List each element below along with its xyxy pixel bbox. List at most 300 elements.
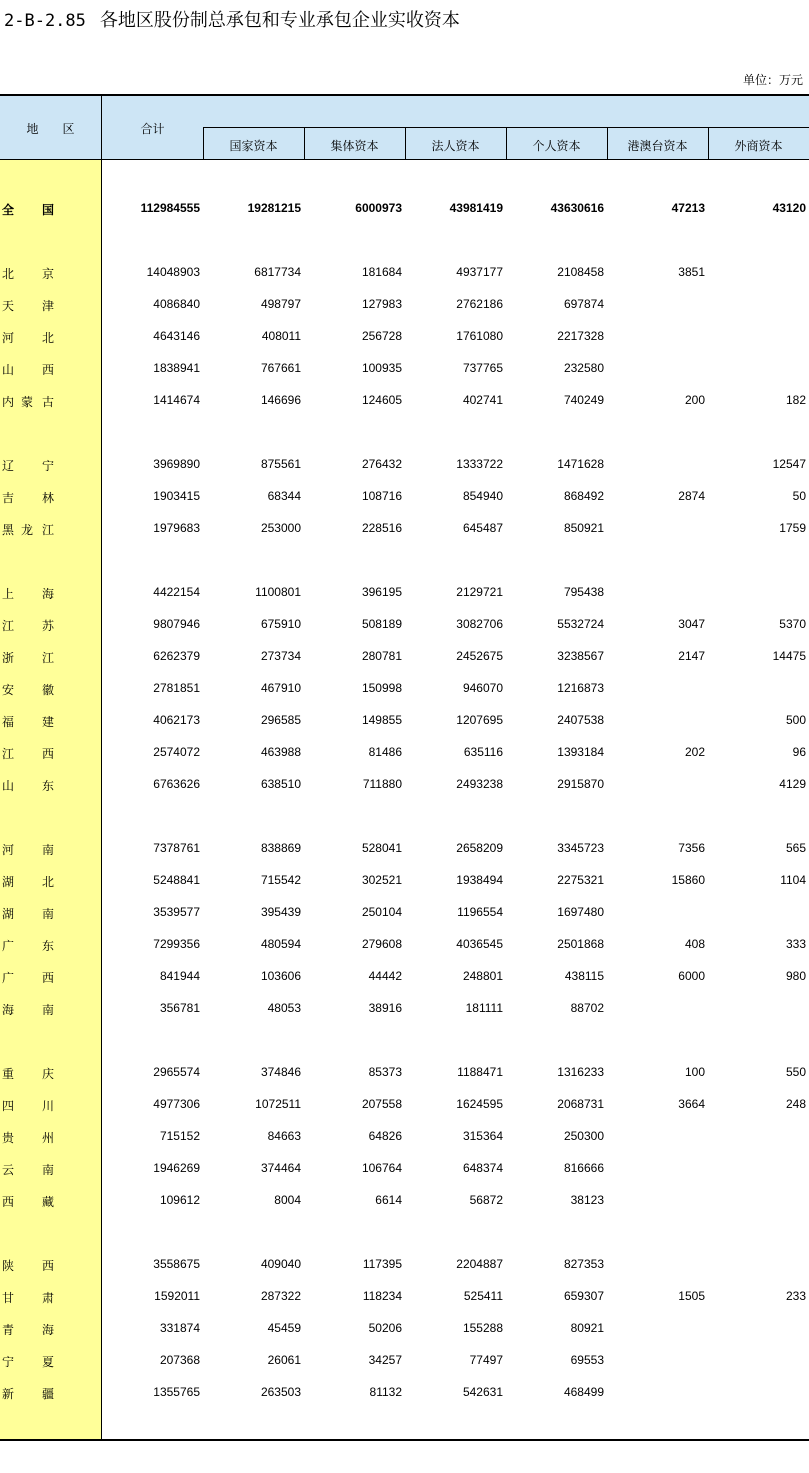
- value-cell: 207558: [361, 1097, 402, 1111]
- value-cell: 256728: [361, 329, 402, 343]
- value-cell: 5248841: [153, 873, 200, 887]
- table-row: [0, 265, 809, 285]
- table-row: [0, 1385, 809, 1405]
- region-char: 吉: [2, 491, 15, 505]
- value-cell: 550: [785, 1065, 806, 1079]
- table-row: [0, 649, 809, 669]
- value-cell: 1979683: [153, 521, 200, 535]
- value-cell: 81486: [368, 745, 402, 759]
- value-cell: 106764: [361, 1161, 402, 1175]
- region-char: 新: [2, 1387, 15, 1401]
- value-cell: 827353: [563, 1257, 604, 1271]
- region-char: 宁: [42, 459, 55, 473]
- value-cell: 4036545: [456, 937, 503, 951]
- value-cell: 77497: [469, 1353, 503, 1367]
- table-row: [0, 1321, 809, 1341]
- value-cell: 248: [785, 1097, 806, 1111]
- value-cell: 118234: [362, 1289, 402, 1303]
- value-cell: 500: [785, 713, 806, 727]
- value-cell: 56872: [469, 1193, 503, 1207]
- region-char: 疆: [42, 1387, 55, 1401]
- top-rule: [0, 94, 809, 96]
- value-cell: 84663: [267, 1129, 301, 1143]
- value-cell: 4129: [779, 777, 806, 791]
- region-char: 江: [2, 619, 15, 633]
- value-cell: 740249: [563, 393, 604, 407]
- value-cell: 302521: [361, 873, 402, 887]
- value-cell: 279608: [361, 937, 402, 951]
- value-cell: 117395: [362, 1257, 402, 1271]
- value-cell: 181684: [361, 265, 402, 279]
- bottom-rule: [0, 1439, 809, 1441]
- value-cell: 1207695: [456, 713, 503, 727]
- value-cell: 43120: [772, 201, 806, 215]
- value-cell: 468499: [563, 1385, 604, 1399]
- value-cell: 635116: [463, 745, 503, 759]
- value-cell: 181111: [465, 1001, 503, 1015]
- value-cell: 4086840: [153, 297, 200, 311]
- region-char: 东: [42, 939, 55, 953]
- value-cell: 565: [785, 841, 806, 855]
- table-row: [0, 841, 809, 861]
- region-char: 国: [42, 203, 55, 217]
- value-cell: 100935: [361, 361, 402, 375]
- value-cell: 467910: [260, 681, 301, 695]
- value-cell: 7356: [678, 841, 705, 855]
- value-cell: 8004: [274, 1193, 301, 1207]
- region-char: 贵: [2, 1131, 15, 1145]
- value-cell: 48053: [267, 1001, 301, 1015]
- value-cell: 2068731: [557, 1097, 604, 1111]
- value-cell: 108716: [361, 489, 402, 503]
- region-char: 京: [42, 267, 55, 281]
- region-char: 山: [2, 363, 15, 377]
- value-cell: 3082706: [456, 617, 503, 631]
- value-cell: 1333722: [456, 457, 503, 471]
- value-cell: 1624595: [456, 1097, 503, 1111]
- region-char: 浙: [2, 651, 15, 665]
- region-char: 全: [2, 203, 15, 217]
- value-cell: 38123: [570, 1193, 604, 1207]
- table-row: [0, 681, 809, 701]
- value-cell: 1188471: [457, 1065, 503, 1079]
- region-char: 西: [42, 971, 55, 985]
- value-cell: 6763626: [153, 777, 200, 791]
- region-char: 江: [2, 747, 15, 761]
- value-cell: 6817734: [254, 265, 301, 279]
- value-cell: 38916: [368, 1001, 402, 1015]
- value-cell: 2493238: [456, 777, 503, 791]
- total-row: [0, 201, 809, 221]
- table-row: [0, 1065, 809, 1085]
- value-cell: 14048903: [146, 265, 200, 279]
- region-char: 建: [42, 715, 55, 729]
- value-cell: 2147: [678, 649, 705, 663]
- value-cell: 2108458: [557, 265, 604, 279]
- table-row: [0, 873, 809, 893]
- region-char: 河: [2, 843, 15, 857]
- value-cell: 659307: [563, 1289, 604, 1303]
- value-cell: 47213: [671, 201, 705, 215]
- value-cell: 1838941: [153, 361, 200, 375]
- value-cell: 5370: [779, 617, 806, 631]
- region-char: 内: [2, 395, 15, 409]
- region-char: 州: [42, 1131, 55, 1145]
- value-cell: 296585: [260, 713, 301, 727]
- value-cell: 850921: [563, 521, 604, 535]
- value-cell: 250300: [563, 1129, 604, 1143]
- value-cell: 1196554: [457, 905, 503, 919]
- region-char: 南: [42, 907, 55, 921]
- page-title: [4, 6, 460, 32]
- value-cell: 233: [785, 1289, 806, 1303]
- value-cell: 112984555: [140, 201, 200, 215]
- value-cell: 498797: [260, 297, 301, 311]
- value-cell: 182: [785, 393, 806, 407]
- table-row: [0, 1129, 809, 1149]
- value-cell: 250104: [361, 905, 402, 919]
- value-cell: 715542: [260, 873, 301, 887]
- value-cell: 248801: [462, 969, 503, 983]
- value-cell: 232580: [563, 361, 604, 375]
- value-cell: 675910: [260, 617, 301, 631]
- region-char: 陕: [2, 1259, 15, 1273]
- value-cell: 127983: [361, 297, 402, 311]
- value-cell: 463988: [260, 745, 301, 759]
- region-char: 蒙: [21, 395, 34, 409]
- table-row: [0, 969, 809, 989]
- region-char: 西: [42, 747, 55, 761]
- value-cell: 50: [792, 489, 806, 503]
- region-char: 南: [42, 1003, 55, 1017]
- table-row: [0, 713, 809, 733]
- value-cell: 841944: [159, 969, 200, 983]
- value-cell: 50206: [368, 1321, 402, 1335]
- region-char: 江: [42, 523, 55, 537]
- value-cell: 1946269: [153, 1161, 200, 1175]
- value-cell: 4643146: [153, 329, 200, 343]
- value-cell: 4422154: [153, 585, 200, 599]
- region-char: 湖: [2, 907, 15, 921]
- value-cell: 638510: [260, 777, 301, 791]
- value-cell: 838869: [260, 841, 301, 855]
- value-cell: 1393184: [557, 745, 604, 759]
- value-cell: 6614: [375, 1193, 402, 1207]
- value-cell: 648374: [462, 1161, 503, 1175]
- value-cell: 81132: [369, 1385, 402, 1399]
- value-cell: 737765: [462, 361, 503, 375]
- table-row: [0, 1001, 809, 1021]
- value-cell: 85373: [368, 1065, 402, 1079]
- value-cell: 480594: [260, 937, 301, 951]
- value-cell: 1697480: [557, 905, 604, 919]
- region-char: 宁: [2, 1355, 15, 1369]
- value-cell: 64826: [368, 1129, 402, 1143]
- region-char: 徽: [42, 683, 55, 697]
- header-collective-capital: 集体资本: [330, 139, 379, 153]
- value-cell: 43630616: [550, 201, 604, 215]
- value-cell: 1316233: [557, 1065, 604, 1079]
- value-cell: 124605: [361, 393, 402, 407]
- region-char: 四: [2, 1099, 15, 1113]
- value-cell: 7299356: [153, 937, 200, 951]
- region-char: 海: [2, 1003, 15, 1017]
- value-cell: 1100801: [255, 585, 301, 599]
- region-char: 广: [2, 971, 15, 985]
- value-cell: 438115: [564, 969, 604, 983]
- region-char: 山: [2, 779, 15, 793]
- value-cell: 3969890: [153, 457, 200, 471]
- value-cell: 4977306: [153, 1097, 200, 1111]
- table-row: [0, 361, 809, 381]
- value-cell: 228516: [361, 521, 402, 535]
- region-char: 北: [42, 875, 55, 889]
- value-cell: 263503: [260, 1385, 301, 1399]
- value-cell: 7378761: [153, 841, 200, 855]
- value-cell: 315364: [462, 1129, 503, 1143]
- table-row: [0, 1257, 809, 1277]
- region-char: 龙: [21, 523, 34, 537]
- value-cell: 1592011: [154, 1289, 200, 1303]
- region-char: 西: [2, 1195, 15, 1209]
- value-cell: 6262379: [153, 649, 200, 663]
- value-cell: 1471628: [557, 457, 604, 471]
- header-total: 合计: [140, 122, 165, 136]
- value-cell: 253000: [260, 521, 301, 535]
- value-cell: 3047: [678, 617, 705, 631]
- value-cell: 2915870: [557, 777, 604, 791]
- table-row: [0, 329, 809, 349]
- value-cell: 3851: [678, 265, 705, 279]
- region-char: 安: [2, 683, 15, 697]
- region-char: 福: [2, 715, 15, 729]
- value-cell: 103606: [260, 969, 301, 983]
- value-cell: 2275321: [557, 873, 604, 887]
- value-cell: 2217328: [557, 329, 604, 343]
- value-cell: 100: [684, 1065, 705, 1079]
- table-row: [0, 1353, 809, 1373]
- header-foreign-capital: 外商资本: [734, 139, 783, 153]
- region-char: 湖: [2, 875, 15, 889]
- value-cell: 2965574: [153, 1065, 200, 1079]
- value-cell: 356781: [159, 1001, 200, 1015]
- table-row: [0, 1289, 809, 1309]
- region-char: 海: [42, 587, 55, 601]
- table-row: [0, 585, 809, 605]
- value-cell: 1414674: [153, 393, 200, 407]
- region-char: 林: [42, 491, 55, 505]
- region-char: 甘: [2, 1291, 15, 1305]
- value-cell: 542631: [462, 1385, 503, 1399]
- region-char: 江: [42, 651, 55, 665]
- value-cell: 816666: [563, 1161, 604, 1175]
- value-cell: 5532724: [557, 617, 604, 631]
- region-char: 上: [2, 587, 15, 601]
- table-row: [0, 745, 809, 765]
- value-cell: 508189: [361, 617, 402, 631]
- value-cell: 15860: [671, 873, 705, 887]
- table-code: 2-B-2.85: [4, 11, 86, 31]
- region-char: 肃: [42, 1291, 55, 1305]
- region-char: 北: [42, 331, 55, 345]
- value-cell: 202: [684, 745, 705, 759]
- table-row: [0, 937, 809, 957]
- value-cell: 711880: [362, 777, 402, 791]
- value-cell: 34257: [368, 1353, 402, 1367]
- header-individual-capital: 个人资本: [532, 139, 581, 153]
- value-cell: 2574072: [153, 745, 200, 759]
- value-cell: 3345723: [557, 841, 604, 855]
- value-cell: 1216873: [557, 681, 604, 695]
- region-char: 川: [42, 1099, 55, 1113]
- value-cell: 374846: [260, 1065, 301, 1079]
- value-cell: 200: [684, 393, 705, 407]
- value-cell: 109612: [159, 1193, 200, 1207]
- value-cell: 96: [792, 745, 806, 759]
- value-cell: 980: [785, 969, 806, 983]
- value-cell: 2501868: [557, 937, 604, 951]
- region-char: 夏: [42, 1355, 55, 1369]
- table-row: [0, 489, 809, 509]
- value-cell: 408011: [261, 329, 301, 343]
- value-cell: 287322: [260, 1289, 301, 1303]
- value-cell: 1761080: [456, 329, 503, 343]
- value-cell: 69553: [570, 1353, 604, 1367]
- value-cell: 1903415: [153, 489, 200, 503]
- region-char: 黑: [2, 523, 15, 537]
- value-cell: 68344: [267, 489, 301, 503]
- value-cell: 3238567: [557, 649, 604, 663]
- value-cell: 528041: [361, 841, 402, 855]
- value-cell: 408: [684, 937, 705, 951]
- value-cell: 26061: [267, 1353, 301, 1367]
- value-cell: 4062173: [153, 713, 200, 727]
- table-row: [0, 1097, 809, 1117]
- value-cell: 150998: [361, 681, 402, 695]
- value-cell: 207368: [159, 1353, 200, 1367]
- value-cell: 1505: [678, 1289, 705, 1303]
- value-cell: 155288: [462, 1321, 503, 1335]
- table-row: [0, 777, 809, 797]
- table-row: [0, 297, 809, 317]
- header-legal-person-capital: 法人资本: [431, 139, 480, 153]
- region-char: 海: [42, 1323, 55, 1337]
- value-cell: 88702: [570, 1001, 604, 1015]
- value-cell: 3539577: [153, 905, 200, 919]
- value-cell: 946070: [462, 681, 503, 695]
- region-char: 津: [42, 299, 55, 313]
- value-cell: 2762186: [456, 297, 503, 311]
- value-cell: 6000: [678, 969, 705, 983]
- value-cell: 395439: [260, 905, 301, 919]
- value-cell: 14475: [772, 649, 806, 663]
- value-cell: 697874: [563, 297, 604, 311]
- table-title: 各地区股份制总承包和专业承包企业实收资本: [99, 10, 460, 31]
- table-row: [0, 905, 809, 925]
- region-char: 云: [2, 1163, 15, 1177]
- value-cell: 525411: [463, 1289, 503, 1303]
- region-column: [0, 160, 101, 1439]
- value-cell: 2874: [678, 489, 705, 503]
- region-char: 河: [2, 331, 15, 345]
- value-cell: 333: [785, 937, 806, 951]
- value-cell: 3558675: [153, 1257, 200, 1271]
- value-cell: 1072511: [255, 1097, 301, 1111]
- value-cell: 767661: [260, 361, 301, 375]
- value-cell: 149855: [361, 713, 402, 727]
- region-char: 青: [2, 1323, 15, 1337]
- value-cell: 2129721: [456, 585, 503, 599]
- table-row: [0, 457, 809, 477]
- value-cell: 1355765: [153, 1385, 200, 1399]
- value-cell: 645487: [462, 521, 503, 535]
- value-cell: 402741: [462, 393, 503, 407]
- region-char: 藏: [42, 1195, 55, 1209]
- value-cell: 374464: [260, 1161, 301, 1175]
- header-state-capital: 国家资本: [229, 139, 278, 153]
- value-cell: 868492: [563, 489, 604, 503]
- table-row: [0, 1161, 809, 1181]
- value-cell: 875561: [260, 457, 301, 471]
- value-cell: 4937177: [456, 265, 503, 279]
- value-cell: 43981419: [449, 201, 503, 215]
- unit-label: 单位：万元: [742, 73, 803, 87]
- header-region: 地 区: [26, 122, 75, 136]
- value-cell: 854940: [462, 489, 503, 503]
- value-cell: 2204887: [456, 1257, 503, 1271]
- value-cell: 19281215: [247, 201, 301, 215]
- region-char: 西: [42, 363, 55, 377]
- value-cell: 715152: [159, 1129, 200, 1143]
- value-cell: 1104: [780, 873, 806, 887]
- table-row: [0, 1193, 809, 1213]
- region-char: 北: [2, 267, 15, 281]
- value-cell: 273734: [260, 649, 301, 663]
- value-cell: 2407538: [557, 713, 604, 727]
- region-char: 重: [2, 1067, 15, 1081]
- value-cell: 396195: [361, 585, 402, 599]
- value-cell: 3664: [678, 1097, 705, 1111]
- table-row: [0, 617, 809, 637]
- table-row: [0, 393, 809, 413]
- value-cell: 12547: [772, 457, 806, 471]
- region-char: 庆: [42, 1067, 55, 1081]
- value-cell: 1759: [779, 521, 806, 535]
- value-cell: 9807946: [153, 617, 200, 631]
- region-char: 辽: [2, 459, 15, 473]
- value-cell: 2452675: [456, 649, 503, 663]
- value-cell: 44442: [368, 969, 402, 983]
- region-char: 古: [42, 395, 55, 409]
- value-cell: 45459: [267, 1321, 301, 1335]
- value-cell: 6000973: [355, 201, 402, 215]
- value-cell: 280781: [361, 649, 402, 663]
- value-cell: 146696: [260, 393, 301, 407]
- table-row: [0, 521, 809, 541]
- region-char: 东: [42, 779, 55, 793]
- region-char: 广: [2, 939, 15, 953]
- value-cell: 2658209: [456, 841, 503, 855]
- region-char: 南: [42, 1163, 55, 1177]
- region-char: 苏: [42, 619, 55, 633]
- value-cell: 1938494: [456, 873, 503, 887]
- region-char: 天: [2, 299, 15, 313]
- header-hk-macao-taiwan-capital: 港澳台资本: [627, 139, 688, 153]
- value-cell: 409040: [260, 1257, 301, 1271]
- value-cell: 795438: [563, 585, 604, 599]
- value-cell: 80921: [570, 1321, 604, 1335]
- value-cell: 331874: [159, 1321, 200, 1335]
